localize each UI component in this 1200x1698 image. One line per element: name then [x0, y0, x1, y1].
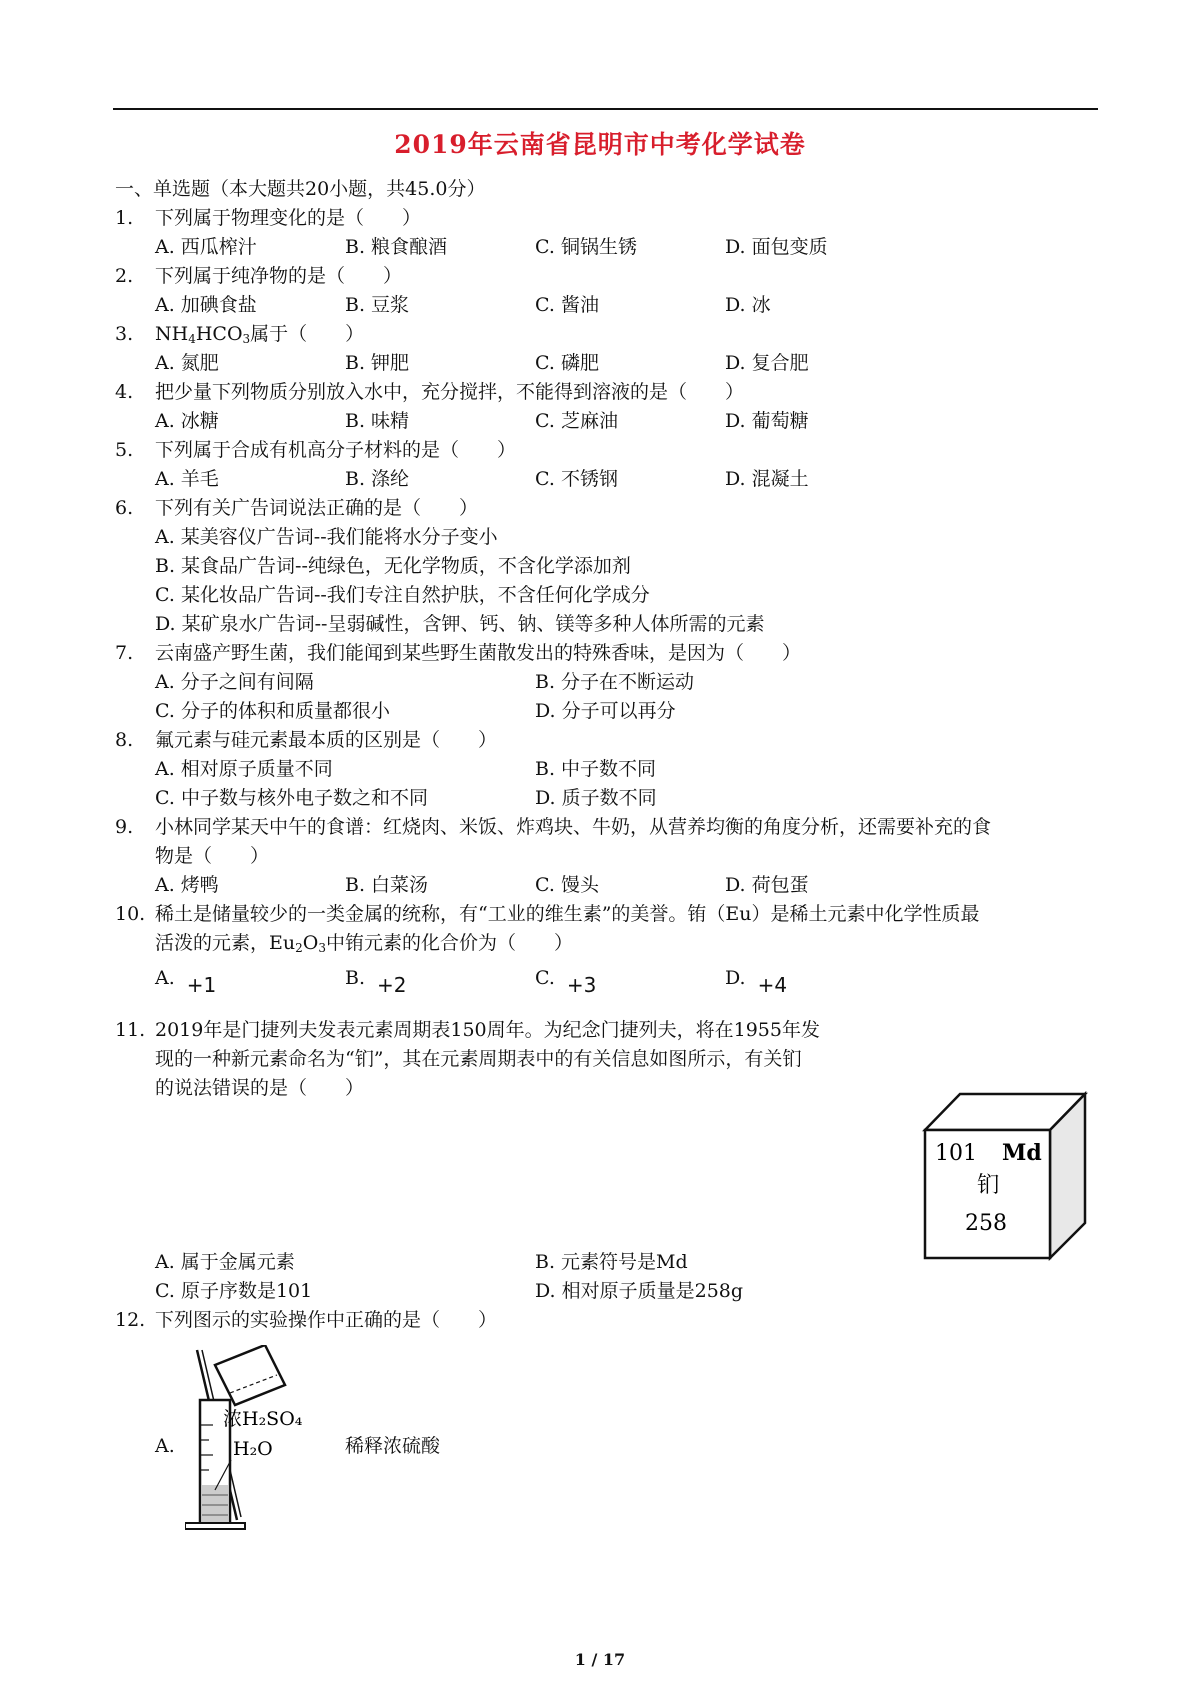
question-text: 下列有关广告词说法正确的是（ ） — [155, 497, 479, 519]
option-c: C. 铜锅生锈 — [535, 236, 637, 258]
element-card-figure — [920, 1088, 1090, 1268]
question-text-cont: 现的一种新元素命名为“钔”，其在元素周期表中的有关信息如图所示，有关钔 — [155, 1048, 802, 1070]
option-d: D. 复合肥 — [725, 352, 809, 374]
option-d: D. 葡萄糖 — [725, 410, 809, 432]
question-text-cont: 活泼的元素，$Eu_2O_3$中铕元素的化合价为（ ） — [155, 932, 573, 955]
question-number: 12. — [115, 1309, 146, 1331]
page-number: 1 / 17 — [574, 1650, 626, 1669]
header-rule — [113, 108, 1098, 110]
question-text: 下列属于物理变化的是（ ） — [155, 207, 422, 229]
question-number: 1. — [115, 207, 134, 229]
option-c: C. 中子数与核外电子数之和不同 — [155, 787, 428, 809]
question-number: 8. — [115, 729, 134, 751]
pouring-beaker — [215, 1345, 285, 1405]
page-title: 2019年云南省昆明市中考化学试卷 — [394, 130, 806, 159]
option-a: A. 属于金属元素 — [155, 1251, 295, 1273]
question-text: 下列图示的实验操作中正确的是（ ） — [155, 1309, 498, 1331]
question-text-cont: 的说法错误的是（ ） — [155, 1077, 365, 1099]
option-d: D. 冰 — [725, 294, 771, 316]
option-d: D. 分子可以再分 — [535, 700, 676, 722]
option-a: A. 氮肥 — [155, 352, 219, 374]
question-number: 3. — [115, 323, 134, 345]
option-b: B. 粮食酿酒 — [345, 236, 448, 258]
option-a: A. +1 — [155, 967, 217, 997]
dilution-figure — [185, 1345, 335, 1540]
option-c: C. +3 — [535, 967, 597, 997]
option-b-value: +2 — [377, 973, 407, 997]
option-a: A. 加碘食盐 — [155, 294, 257, 316]
cylinder-liquid — [202, 1485, 228, 1523]
element-symbol: Md — [1002, 1140, 1042, 1166]
option-b: B. 豆浆 — [345, 294, 410, 316]
option-c: C. 磷肥 — [535, 352, 599, 374]
option-d: D. 相对原子质量是258g — [535, 1280, 744, 1302]
question-number: 9. — [115, 816, 134, 838]
question-text: 下列属于合成有机高分子材料的是（ ） — [155, 439, 517, 461]
option-a: A. 冰糖 — [155, 410, 219, 432]
question-number: 11. — [115, 1019, 146, 1041]
option-d: D. 某矿泉水广告词--呈弱碱性，含钾、钙、钠、镁等多种人体所需的元素 — [155, 613, 765, 635]
option-d: D. 混凝土 — [725, 468, 809, 490]
question-text: 小林同学某天中午的食谱：红烧肉、米饭、炸鸡块、牛奶，从营养均衡的角度分析，还需要补充的食 — [155, 816, 992, 838]
question-text: 稀土是储量较少的一类金属的统称，有“工业的维生素”的美誉。铕（Eu）是稀土元素中化学性质最 — [155, 903, 980, 925]
option-d: D. 荷包蛋 — [725, 874, 809, 896]
question-text: 氟元素与硅元素最本质的区别是（ ） — [155, 729, 498, 751]
element-mass: 258 — [965, 1211, 1007, 1236]
question-text: 把少量下列物质分别放入水中，充分搅拌，不能得到溶液的是（ ） — [155, 381, 745, 403]
question-text: $NH_4HCO_3$属于（ ） — [155, 323, 365, 346]
question-number: 6. — [115, 497, 134, 519]
option-c: C. 酱油 — [535, 294, 599, 316]
option-b: B. 元素符号是Md — [535, 1251, 688, 1273]
option-b: B. 味精 — [345, 410, 410, 432]
question-number: 7. — [115, 642, 134, 664]
option-a: A. — [155, 1435, 175, 1457]
option-b: B. 分子在不断运动 — [535, 671, 695, 693]
option-a: A. 羊毛 — [155, 468, 219, 490]
option-c: C. 原子序数是101 — [155, 1280, 313, 1302]
question-text: 2019年是门捷列夫发表元素周期表150周年。为纪念门捷列夫，将在1955年发 — [155, 1019, 820, 1041]
option-c: C. 分子的体积和质量都很小 — [155, 700, 390, 722]
question-number: 4. — [115, 381, 134, 403]
option-c-value: +3 — [566, 973, 597, 997]
option-a: A. 烤鸭 — [155, 874, 219, 896]
option-d-value: +4 — [757, 973, 788, 997]
option-b: B. +2 — [345, 967, 407, 997]
option-b: B. 涤纶 — [345, 468, 410, 490]
option-c: C. 不锈钢 — [535, 468, 618, 490]
option-a: A. 分子之间有间隔 — [155, 671, 314, 693]
option-c: C. 芝麻油 — [535, 410, 618, 432]
option-b: B. 中子数不同 — [535, 758, 657, 780]
acid-label: 浓H₂SO₄ — [223, 1408, 303, 1430]
option-a: A. 某美容仪广告词--我们能将水分子变小 — [155, 526, 498, 548]
option-a-value: +1 — [186, 973, 217, 997]
cylinder-base — [185, 1523, 245, 1529]
option-b: B. 白菜汤 — [345, 874, 429, 896]
option-d: D. 面包变质 — [725, 236, 828, 258]
option-a: A. 相对原子质量不同 — [155, 758, 333, 780]
element-name: 钔 — [977, 1173, 1000, 1198]
option-c: C. 某化妆品广告词--我们专注自然护肤，不含任何化学成分 — [155, 584, 650, 606]
question-text: 云南盛产野生菌，我们能闻到某些野生菌散发出的特殊香味，是因为（ ） — [155, 642, 802, 664]
question-number: 5. — [115, 439, 134, 461]
option-b: B. 某食品广告词--纯绿色，无化学物质，不含化学添加剂 — [155, 555, 631, 577]
option-b: B. 钾肥 — [345, 352, 410, 374]
question-number: 10. — [115, 903, 146, 925]
question-number: 2. — [115, 265, 134, 287]
element-number: 101 — [935, 1141, 977, 1166]
option-a: A. 西瓜榨汁 — [155, 236, 257, 258]
option-a-caption: 稀释浓硫酸 — [345, 1435, 441, 1457]
question-text: 下列属于纯净物的是（ ） — [155, 265, 403, 287]
option-d: D. +4 — [725, 967, 788, 997]
option-c: C. 馒头 — [535, 874, 599, 896]
option-d: D. 质子数不同 — [535, 787, 657, 809]
water-label: H₂O — [233, 1438, 273, 1460]
section-heading: 一、单选题（本大题共20小题，共45.0分） — [115, 178, 486, 200]
question-text-cont: 物是（ ） — [155, 845, 270, 867]
